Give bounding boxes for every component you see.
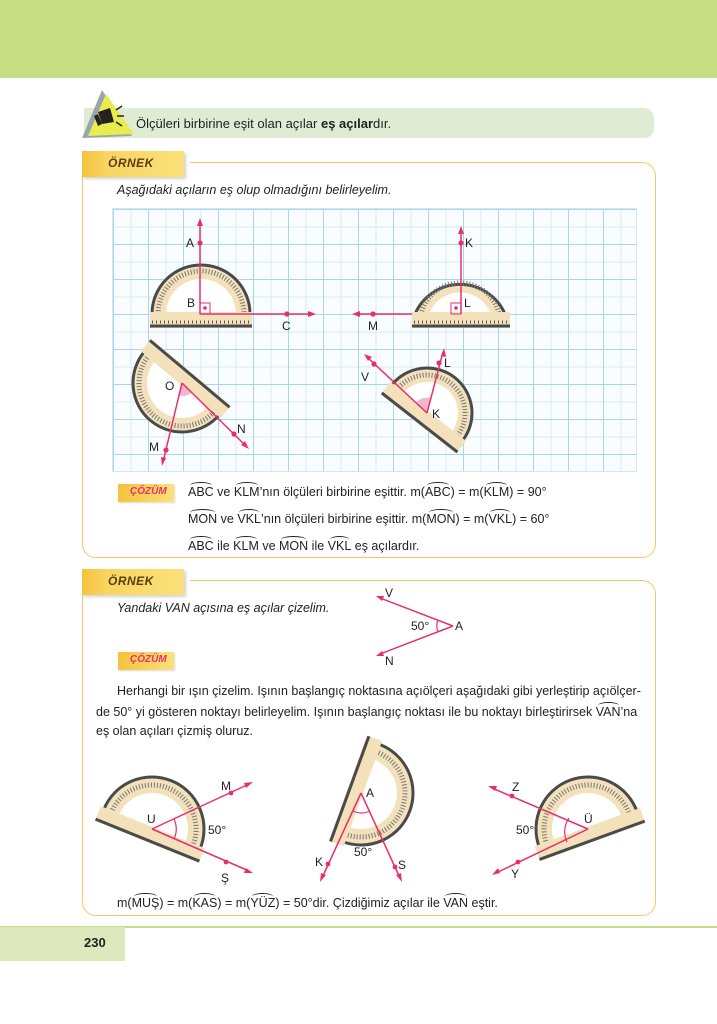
solution-1-line-3: ABC ile KLM ve MON ile VKL eş açılardır. <box>188 539 420 553</box>
svg-text:L: L <box>444 356 451 370</box>
svg-text:Z: Z <box>512 780 520 794</box>
svg-text:L: L <box>464 296 471 310</box>
svg-text:Ş: Ş <box>221 871 230 885</box>
svg-text:C: C <box>282 319 291 333</box>
svg-text:A: A <box>366 786 375 800</box>
example-1-tag: ÖRNEK <box>82 151 184 177</box>
svg-text:A: A <box>455 619 464 633</box>
svg-text:V: V <box>385 586 394 600</box>
solution-2-paragraph-line-2: de 50° yi gösteren noktayı belirleyelim. Işının başlangıç noktası ile bu noktayı birleştirirsek VAN’na <box>96 705 638 719</box>
svg-text:M: M <box>221 779 231 793</box>
page-number-box <box>0 927 125 961</box>
solution-2-paragraph-line-1: Herhangi bir ışın çizelim. Işının başlangıç noktasına açıölçeri aşağıdaki gibi yerleştirip açıölçer- <box>117 684 641 698</box>
svg-text:50°: 50° <box>208 823 227 837</box>
svg-text:U: U <box>147 812 156 826</box>
solution-1-line-2: MON ve VKL’nın ölçüleri birbirine eşittir. m(MON) = m(VKL) = 60° <box>188 512 550 526</box>
solution-2-paragraph-line-3: eş olan açıları çizmiş oluruz. <box>96 724 254 738</box>
page-number: 230 <box>84 935 106 950</box>
example-2-prompt: Yandaki VAN açısına eş açılar çizelim. <box>117 601 330 615</box>
svg-text:Y: Y <box>511 867 520 881</box>
svg-text:S: S <box>398 858 407 872</box>
svg-text:50°: 50° <box>411 619 430 633</box>
example-2-tag: ÖRNEK <box>82 569 184 595</box>
svg-text:V: V <box>361 370 370 384</box>
rule-text: Ölçüleri birbirine eşit olan açılar eş açılardır. <box>136 116 392 131</box>
svg-text:M: M <box>149 440 159 454</box>
svg-text:N: N <box>385 654 394 668</box>
svg-text:O: O <box>165 379 175 393</box>
svg-text:50°: 50° <box>354 845 373 859</box>
svg-text:B: B <box>187 296 196 310</box>
solution-2-tag: ÇÖZÜM <box>118 652 174 670</box>
svg-text:A: A <box>186 236 195 250</box>
svg-text:K: K <box>465 236 474 250</box>
svg-text:K: K <box>432 407 441 421</box>
solution-1-line-1: ABC ve KLM’nın ölçüleri birbirine eşittir. m(ABC) = m(KLM) = 90° <box>188 485 547 499</box>
example-1-prompt: Aşağıdaki açıların eş olup olmadığını belirleyelim. <box>117 183 392 197</box>
svg-text:50°: 50° <box>516 823 535 837</box>
svg-text:M: M <box>368 319 378 333</box>
solution-2-conclusion: m(MUŞ) = m(KAS) = m(YÜZ) = 50°dir. Çizdiğimiz açılar ile VAN eştir. <box>117 896 498 910</box>
protractor-icon <box>518 761 646 861</box>
svg-text:N: N <box>237 422 246 436</box>
svg-text:K: K <box>315 855 324 869</box>
solution-1-tag: ÇÖZÜM <box>118 484 174 502</box>
svg-text:Ü: Ü <box>584 812 593 826</box>
